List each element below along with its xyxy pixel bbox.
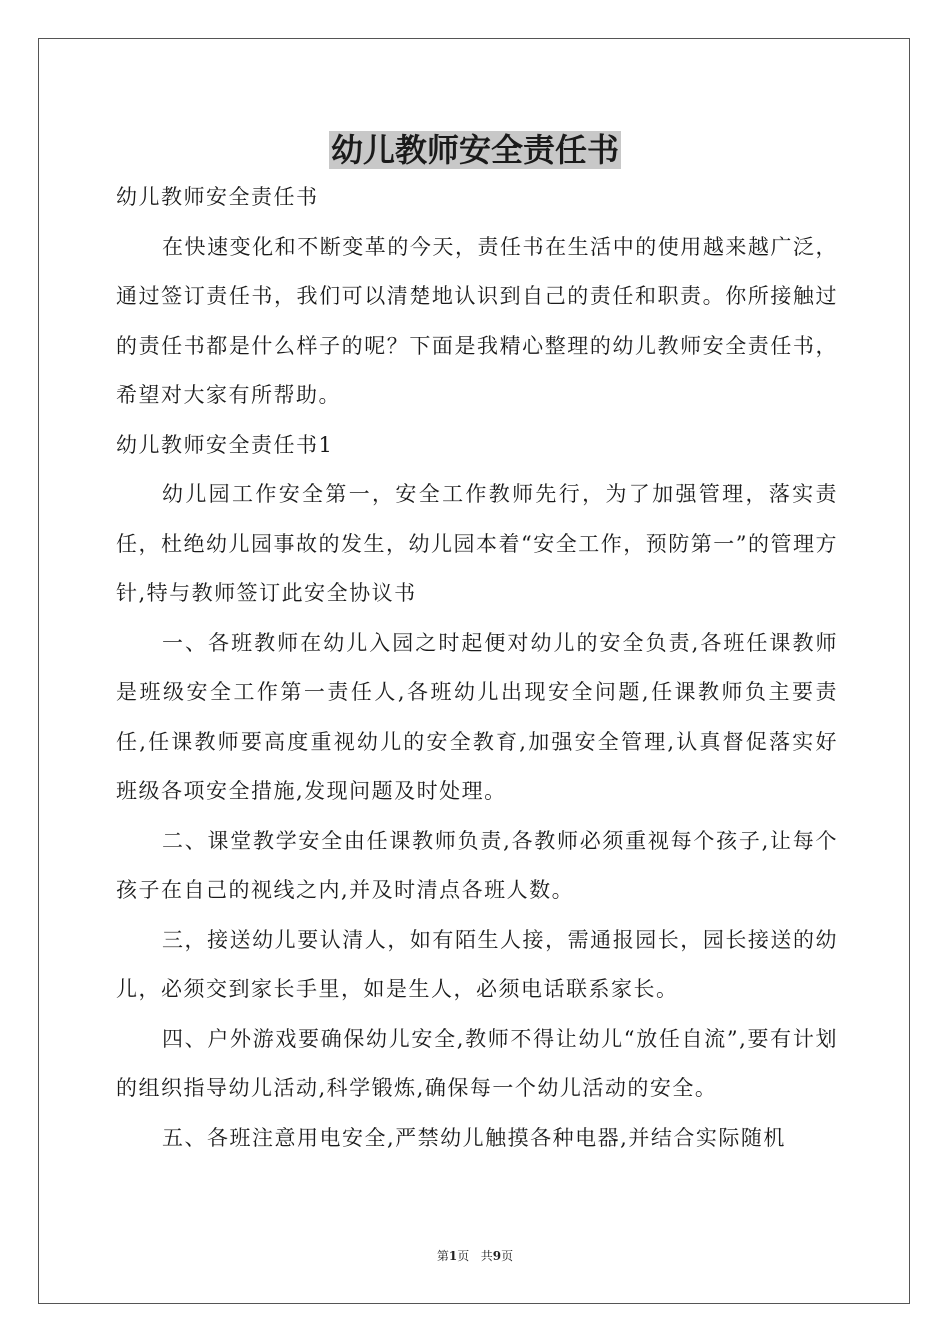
document-title [0, 128, 950, 172]
total-suffix: 页 [501, 1249, 514, 1263]
page-total: 9 [492, 1249, 502, 1263]
paragraph-clause-5: 五、各班注意用电安全,严禁幼儿触摸各种电器,并结合实际随机 [162, 1125, 786, 1150]
paragraph-section-heading: 幼儿教师安全责任书1 [116, 432, 334, 457]
total-prefix: 共 [480, 1249, 493, 1263]
paragraph-clause-3: 三，接送幼儿要认清人，如有陌生人接，需通报园长，园长接送的幼儿，必须交到家长手里，如是生人，必须电话联系家长。 [116, 927, 838, 1001]
paragraph-clause-1: 一、各班教师在幼儿入园之时起便对幼儿的安全负责,各班任课教师是班级安全工作第一责任人,各班幼儿出现安全问题,任课教师负主要责任,任课教师要高度重视幼儿的安全教育,加强安全管理,认真督促落实好班级各项安全措施,发现问题及时处理。 [116, 630, 838, 803]
paragraph-subtitle: 幼儿教师安全责任书 [116, 185, 319, 209]
paragraph-clause-4: 四、户外游戏要确保幼儿安全,教师不得让幼儿“放任自流”,要有计划的组织指导幼儿活动,科学锻炼,确保每一个幼儿活动的安全。 [116, 1026, 838, 1100]
page-footer [0, 1248, 950, 1264]
paragraph-preamble: 幼儿园工作安全第一，安全工作教师先行，为了加强管理，落实责任，杜绝幼儿园事故的发生，幼儿园本着“安全工作，预防第一”的管理方针,特与教师签订此安全协议书 [116, 482, 838, 605]
paragraph-intro: 在快速变化和不断变革的今天，责任书在生活中的使用越来越广泛，通过签订责任书，我们可以清楚地认识到自己的责任和职责。你所接触过的责任书都是什么样子的呢？下面是我精心整理的幼儿教师安全责任书，希望对大家有所帮助。 [116, 234, 838, 407]
page-suffix: 页 [457, 1249, 470, 1263]
page-current: 1 [448, 1249, 458, 1263]
document-title-text: 幼儿教师安全责任书 [330, 131, 619, 169]
paragraph-clause-2: 二、课堂教学安全由任课教师负责,各教师必须重视每个孩子,让每个孩子在自己的视线之内,并及时清点各班人数。 [116, 828, 838, 902]
page-prefix: 第 [436, 1249, 449, 1263]
document-body [116, 173, 838, 1163]
